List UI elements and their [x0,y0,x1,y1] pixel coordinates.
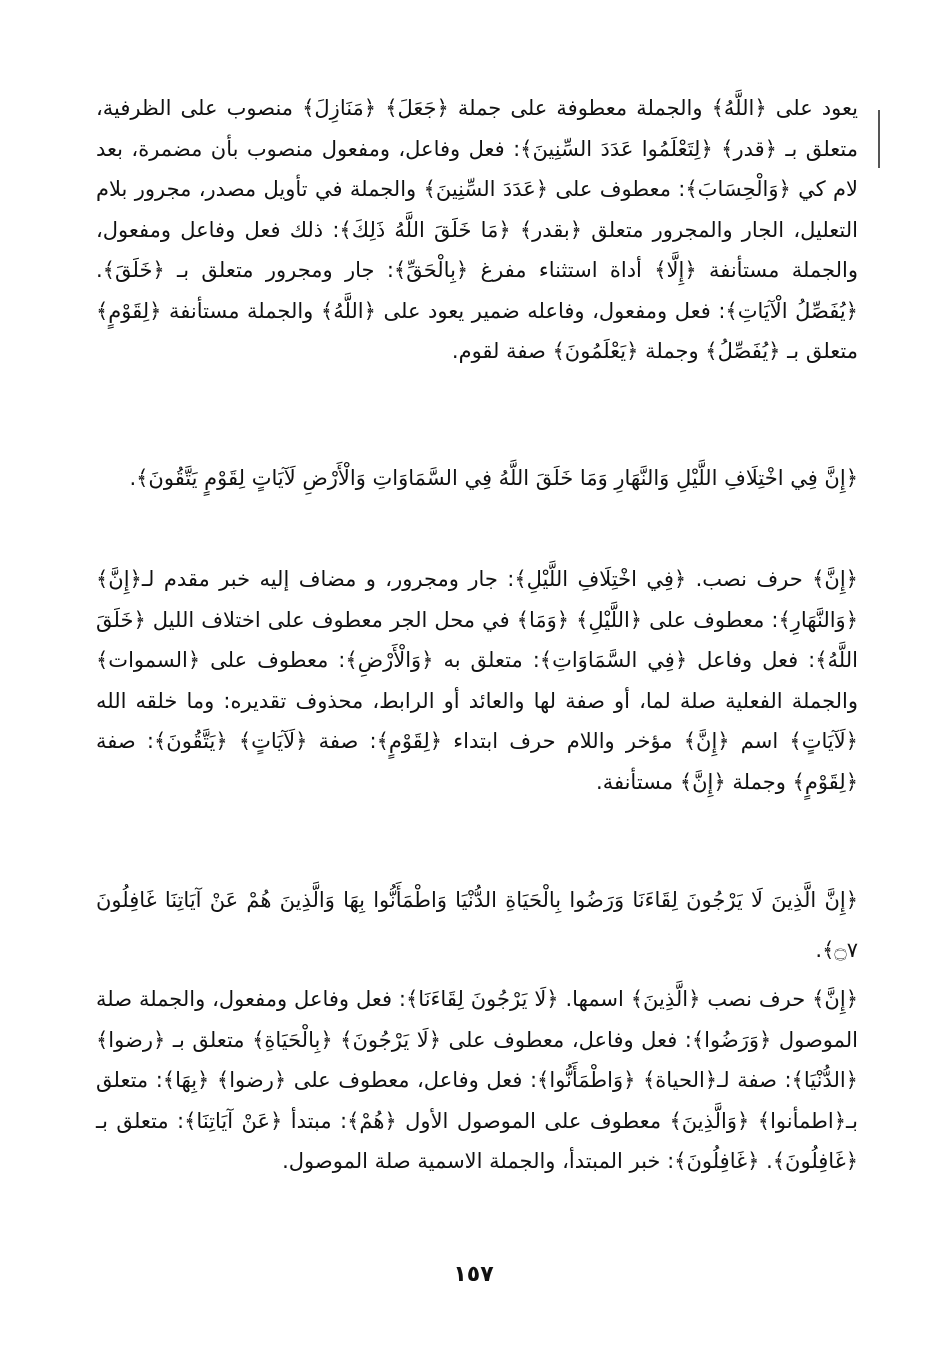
margin-rule [878,110,880,168]
page-number: ١٥٧ [453,1262,494,1287]
commentary-paragraph-3: ﴿إِنَّ﴾ حرف نصب ﴿الَّذِينَ﴾ اسمها. ﴿لَا يَرْجُونَ لِقَاءَنَا﴾: فعل وفاعل ومفعول، والجملة صلة الموصول ﴿وَرَضُوا﴾: فعل وفاعل، معطوف على ﴿لَا يَرْجُونَ﴾ ﴿بِالْحَيَاةِ﴾ متعلق بـ ﴿رضوا﴾ ﴿الدُّنْيَا﴾: صفة لـ﴿الحياة﴾ ﴿وَاطْمَأَنُّوا﴾: فعل وفاعل، معطوف على ﴿رضوا﴾ ﴿بِهَا﴾: متعلق بـ﴿اطمأنوا﴾ ﴿وَالَّذِينَ﴾ معطوف على الموصول الأول ﴿هُمْ﴾: مبتدأ ﴿عَنْ آيَاتِنَا﴾: متعلق بـ ﴿غَافِلُونَ﴾. ﴿غَافِلُونَ﴾: خبر المبتدأ، والجملة الاسمية صلة الموصول. [96,987,858,1173]
commentary-paragraph-2: ﴿إِنَّ﴾ حرف نصب. ﴿فِي اخْتِلَافِ اللَّيْلِ﴾: جار ومجرور، و مضاف إليه خبر مقدم لـ﴿إِنَّ﴾ ﴿وَالنَّهَارِ﴾: معطوف على ﴿اللَّيْلِ﴾ ﴿وَمَا﴾ في محل الجر معطوف على اختلاف الليل ﴿خَلَقَ اللَّهُ﴾: فعل وفاعل ﴿فِي السَّمَاوَاتِ﴾: متعلق به ﴿وَالْأَرْضِ﴾: معطوف على ﴿السموات﴾ والجملة الفعلية صلة لما، أو صفة لها والعائد أو الرابط، محذوف تقديره: وما خلقه الله ﴿لَآيَاتٍ﴾ اسم ﴿إِنَّ﴾ مؤخر واللام حرف ابتداء ﴿لِقَوْمٍ﴾: صفة ﴿لَآيَاتٍ﴾ ﴿يَتَّقُونَ﴾: صفة ﴿لِقَوْمٍ﴾ وجملة ﴿إِنَّ﴾ مستأنفة. [96,567,858,794]
quran-verse-2: ﴿إِنَّ الَّذِينَ لَا يَرْجُونَ لِقَاءَنَا وَرَضُوا بِالْحَيَاةِ الدُّنْيَا وَاطْمَأَنُّوا بِهَا وَالَّذِينَ هُمْ عَنْ آيَاتِنَا غَافِلُونَ ۝٧﴾. [96,888,858,962]
commentary-paragraph-1: يعود على ﴿اللَّهُ﴾ والجملة معطوفة على جملة ﴿جَعَلَ﴾ ﴿مَنَازِلَ﴾ منصوب على الظرفية، متعلق بـ ﴿قدر﴾ ﴿لِتَعْلَمُوا عَدَدَ السِّنِينَ﴾: فعل وفاعل، ومفعول منصوب بأن مضمرة، بعد لام كي ﴿وَالْحِسَابَ﴾: معطوف على ﴿عَدَدَ السِّنِينَ﴾ والجملة في تأويل مصدر، مجرور بلام التعليل، الجار والمجرور متعلق ﴿بقدر﴾ ﴿مَا خَلَقَ اللَّهُ ذَلِكَ﴾: ذلك فعل وفاعل ومفعول، والجملة مستأنفة ﴿إِلَّا﴾ أداة استثناء مفرغ ﴿بِالْحَقِّ﴾: جار ومجرور متعلق بـ ﴿خَلَقَ﴾. ﴿يُفَصِّلُ الْآيَاتِ﴾: فعل ومفعول، وفاعله ضمير يعود على ﴿اللَّهُ﴾ والجملة مستأنفة ﴿لِقَوْمٍ﴾ متعلق بـ ﴿يُفَصِّلُ﴾ وجملة ﴿يَعْلَمُونَ﴾ صفة لقوم. [96,96,858,363]
quran-verse-1: ﴿إِنَّ فِي اخْتِلَافِ اللَّيْلِ وَالنَّهَارِ وَمَا خَلَقَ اللَّهُ فِي السَّمَاوَاتِ وَالْأَرْضِ لَآيَاتٍ لِقَوْمٍ يَتَّقُونَ﴾. [129,466,858,490]
